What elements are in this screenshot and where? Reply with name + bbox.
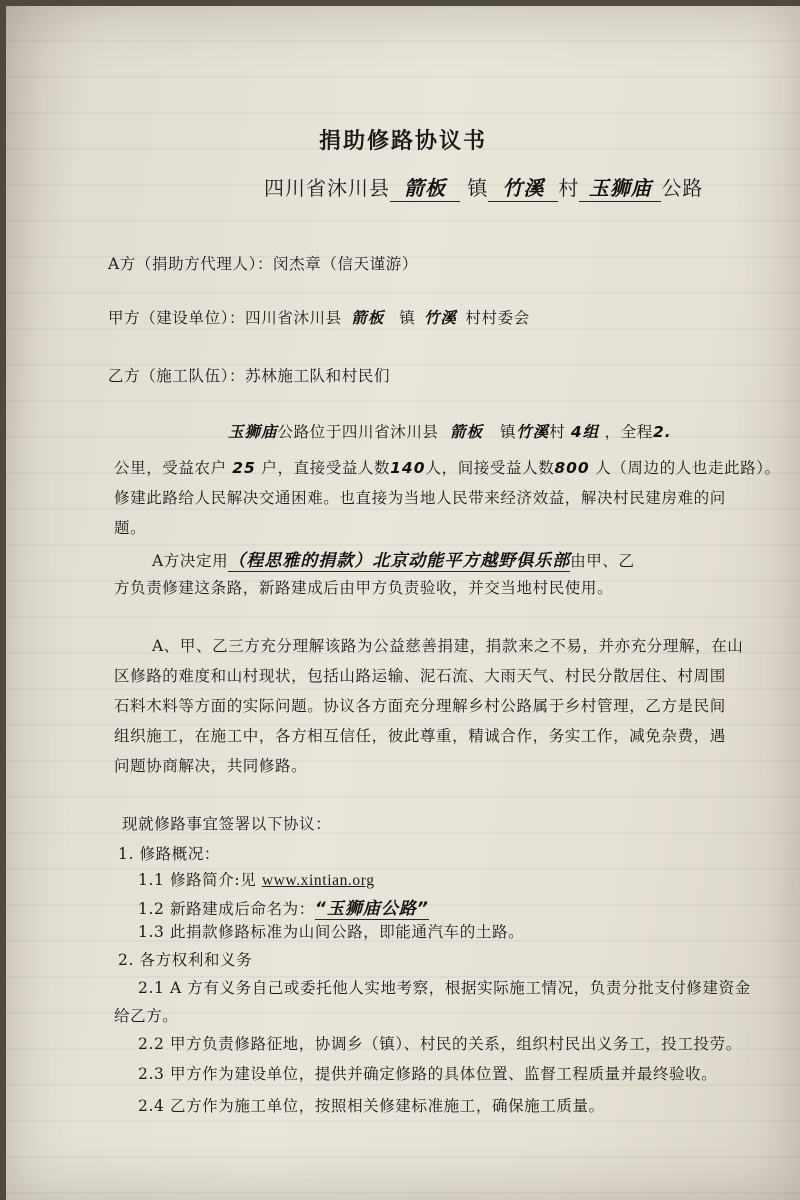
section-1-2 <box>138 894 429 920</box>
subtitle-road-handwritten: 玉狮庙 <box>579 172 661 202</box>
para3-line1: A、甲、乙三方充分理解该路为公益慈善捐建，捐款来之不易，并亦充分理解，在山 <box>152 637 744 655</box>
party-jia-village-handwritten: 竹溪 <box>423 309 457 327</box>
subtitle-village-suffix: 村 <box>558 176 580 200</box>
party-a: A方（捐助方代理人）：闵杰章（信天谨游） <box>108 255 418 273</box>
section-1-heading: 1. 修路概况： <box>118 845 221 863</box>
section-2-1-line1: 2.1 A 方有义务自己或委托他人实地考察，根据实际施工情况，负责分批支付修建资金 <box>138 979 751 997</box>
para2-line1 <box>152 546 635 572</box>
party-jia-suffix: 村村委会 <box>465 309 530 327</box>
para1-line4: 题。 <box>114 519 147 537</box>
party-yi: 乙方（施工队伍）：苏林施工队和村民们 <box>108 367 391 385</box>
para1-line3: 修建此路给人民解决交通困难。也直接为当地人民带来经济效益，解决村民建房难的问 <box>114 489 726 507</box>
section-1-1-text: 1.1 修路简介:见 <box>138 871 262 889</box>
subtitle-town-handwritten: 箭板 <box>390 172 460 202</box>
para2-fund-handwritten: （程思雅的捐款）北京动能平方越野俱乐部 <box>228 546 570 572</box>
section-1-2-text: 1.2 新路建成后命名为： <box>138 900 315 918</box>
subtitle-prefix: 四川省沐川县 <box>264 176 390 200</box>
para3-line2: 区修路的难度和山村现状，包括山路运输、泥石流、大雨天气、村民分散居住、村周围 <box>114 667 726 685</box>
para3-line5: 问题协商解决，共同修路。 <box>114 757 308 775</box>
section-2-3: 2.3 甲方作为建设单位，提供并确定修路的具体位置、监督工程质量并最终验收。 <box>138 1065 718 1083</box>
section-2-heading: 2. 各方权利和义务 <box>118 951 253 969</box>
subtitle-village-handwritten: 竹溪 <box>488 172 558 202</box>
para1-town-handwritten: 箭板 <box>450 423 484 441</box>
section-2-1-line2: 给乙方。 <box>114 1007 179 1025</box>
para1-length-handwritten: 2. <box>652 423 672 441</box>
para1-l1c: 村 <box>549 423 571 441</box>
para1-line2 <box>114 456 781 478</box>
para1-road-handwritten: 玉狮庙 <box>228 423 278 441</box>
para3-line4: 组织施工，在施工中，各方相互信任，彼此尊重，精诚合作，务实工作，减免杂费，遇 <box>114 727 726 745</box>
para1-direct-handwritten: 140 <box>390 459 426 477</box>
section-2-2: 2.2 甲方负责修路征地，协调乡（镇）、村民的关系，组织村民出义务工，投工投劳。 <box>138 1035 742 1053</box>
agreement-page <box>6 6 800 1200</box>
para1-l1b: 镇 <box>494 423 517 441</box>
para1-l2a: 公里，受益农户 <box>114 459 233 477</box>
para1-indirect-handwritten: 800 <box>554 459 590 477</box>
para3-line3: 石料木料等方面的实际问题。协议各方面充分理解乡村公路属于乡村管理，乙方是民间 <box>114 697 726 715</box>
para2-l1b: 由甲、乙 <box>570 552 635 570</box>
para1-l2c: 人，间接受益人数 <box>425 459 555 477</box>
subtitle-town-suffix: 镇 <box>460 176 489 200</box>
para1-l1a: 公路位于四川省沐川县 <box>277 423 439 441</box>
agreement-intro: 现就修路事宜签署以下协议： <box>122 815 332 833</box>
party-jia <box>108 306 530 328</box>
subtitle-suffix: 公路 <box>661 176 704 200</box>
para1-line1 <box>228 420 672 442</box>
para2-l1a: A方决定用 <box>152 552 229 570</box>
para1-village-handwritten: 竹溪 <box>516 423 550 441</box>
section-1-3: 1.3 此捐款修路标准为山间公路，即能通汽车的土路。 <box>138 923 525 941</box>
para1-l2d: 人（周边的人也走此路）。 <box>589 459 781 477</box>
para2-line2: 方负责修建这条路，新路建成后由甲方负责验收，并交当地村民使用。 <box>114 579 614 597</box>
party-jia-mid: 镇 <box>393 309 416 327</box>
para1-group-handwritten: 4组 <box>570 423 600 441</box>
party-jia-prefix: 甲方（建设单位）：四川省沐川县 <box>108 309 342 327</box>
document-subtitle <box>264 172 703 202</box>
xintian-link[interactable]: www.xintian.org <box>261 872 375 889</box>
para1-l2b: 户，直接受益人数 <box>255 459 391 477</box>
document-title: 捐助修路协议书 <box>318 128 487 154</box>
para1-households-handwritten: 25 <box>232 459 256 477</box>
party-jia-town-handwritten: 箭板 <box>351 309 385 327</box>
section-1-1 <box>138 868 375 890</box>
road-name-handwritten: “玉狮庙公路” <box>315 894 429 920</box>
section-2-4: 2.4 乙方作为施工单位，按照相关修建标准施工，确保施工质量。 <box>138 1097 605 1115</box>
para1-l1d: ，全程 <box>599 423 653 441</box>
